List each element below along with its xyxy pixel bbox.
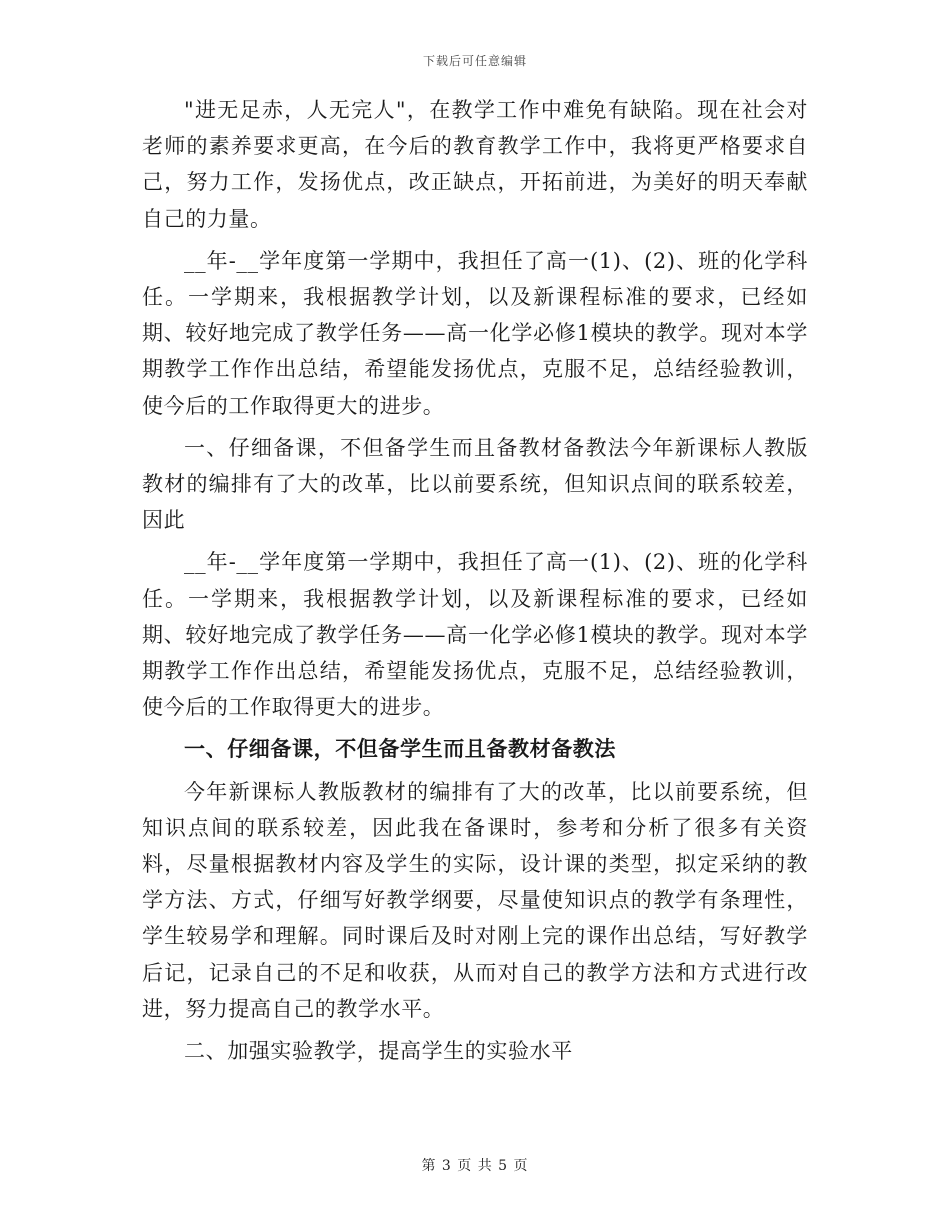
paragraph-preparation-detail: 今年新课标人教版教材的编排有了大的改革，比以前要系统，但知识点间的联系较差，因此我在备课时，参考和分析了很多有关资料，尽量根据教材内容及学生的实际，设计课的类型，拟定采纳的教学方法、方式，仔细写好教学纲要，尽量使知识点的教学有条理性，学生较易学和理解。同时课后及时对刚上完的课作出总结，写好教学后记，记录自己的不足和收获，从而对自己的教学方法和方式进行改进，努力提高自己的教学水平。 — [142, 779, 808, 1021]
paragraph-preparation-excerpt: 一、仔细备课，不但备学生而且备教材备教法今年新课标人教版教材的编排有了大的改革，比以前要系统，但知识点间的联系较差，因此 — [142, 435, 808, 533]
section-heading-experiments: 二、加强实验教学，提高学生的实验水平 — [184, 1039, 573, 1064]
paragraph-semester-intro-repeat: __年-__学年度第一学期中，我担任了高一(1)、(2)、班的化学科任。一学期来，我根据教学计划，以及新课程标准的要求，已经如期、较好地完成了教学任务——高一化学必修1模块的教学。现对本学期教学工作作出总结，希望能发扬优点，克服不足，总结经验教训，使今后的工作取得更大的进步。 — [142, 550, 808, 720]
document-body — [142, 92, 808, 1075]
paragraph-closing-remarks: "进无足赤，人无完人"，在教学工作中难免有缺陷。现在社会对老师的素养要求更高，在今后的教育教学工作中，我将更严格要求自己，努力工作，发扬优点，改正缺点，开拓前进，为美好的明天奉献自己的力量。 — [142, 98, 808, 231]
section-heading-preparation: 一、仔细备课，不但备学生而且备教材备教法 — [184, 736, 616, 762]
paragraph-semester-intro: __年-__学年度第一学期中，我担任了高一(1)、(2)、班的化学科任。一学期来，我根据教学计划，以及新课程标准的要求，已经如期、较好地完成了教学任务——高一化学必修1模块的教学。现对本学期教学工作作出总结，希望能发扬优点，克服不足，总结经验教训，使今后的工作取得更大的进步。 — [142, 248, 808, 418]
page-header: 下载后可任意编辑 — [422, 54, 527, 68]
page-number-footer: 第 3 页 共 5 页 — [421, 1158, 529, 1174]
